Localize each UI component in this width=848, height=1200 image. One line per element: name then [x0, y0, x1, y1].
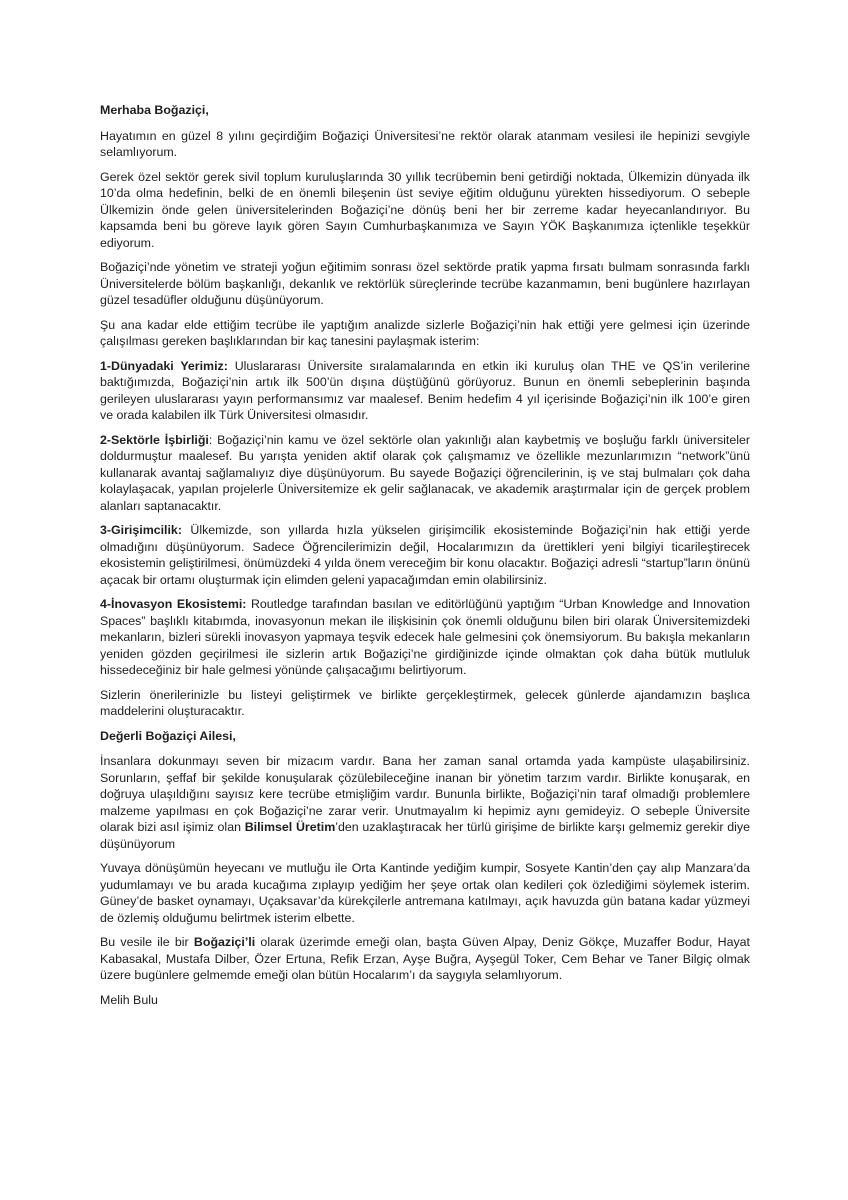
letter-paragraph: [100, 860, 750, 926]
bold-text-segment: Boğaziçi’li: [193, 935, 256, 949]
text-segment: Uluslararası Üniversite sıralamalarında en etkin iki kuruluş olan THE ve QS’in verilerine baktığımızda, Boğaziçi’nin artık ilk 500’ün dışına düştüğünü görüyoruz. Bunun en önemli sebeplerinin başında gerileyen uluslararası yayın performansımız var maalesef. Benim hedefim 4 yıl içerisinde Boğaziçi’nin ilk 100’e giren ve orada kalabilen ilk Türk Üniversitesi olmasıdır.: [100, 358, 750, 422]
bold-text-segment: 2-Sektörle İşbirliği: [100, 432, 209, 447]
letter-paragraph: [100, 358, 750, 424]
letter-paragraph: [100, 522, 750, 588]
letter-paragraph: [100, 128, 750, 161]
bold-text-segment: Değerli Boğaziçi Ailesi,: [100, 728, 236, 743]
text-segment: Sizlerin önerilerinizle bu listeyi geliştirmek ve birlikte gerçekleştirmek, gelecek günlerde ajandamızın başlıca maddelerini oluşturacaktır.: [100, 687, 750, 718]
letter-paragraph: [100, 317, 750, 350]
letter-paragraph: [100, 259, 750, 309]
letter-paragraph: [100, 687, 750, 720]
signature-name: [100, 992, 750, 1009]
section-heading: [100, 102, 750, 119]
bold-text-segment: Merhaba Boğaziçi,: [100, 103, 209, 117]
letter-paragraph: [100, 169, 750, 252]
bold-text-segment: 3-Girişimcilik:: [100, 523, 182, 537]
section-heading: [100, 728, 750, 745]
text-segment: Melih Bulu: [100, 992, 158, 1007]
letter-paragraph: [100, 432, 750, 515]
letter-paragraph: [100, 753, 750, 852]
text-segment: Gerek özel sektör gerek sivil toplum kuruluşlarında 30 yıllık tecrübemin beni getirdiği noktada, Ülkemizin dünyada ilk 10’da olma hedefinin, belki de en önemli bileşenin üst seviye eğitim olduğunu yürekten hissediyorum. O sebeple Ülkemizin önde gelen üniversitelerinden Boğaziçi’ne dönüş beni her bir zerreme kadar heyecanlandırıyor. Bu kapsamda beni bu göreve layık gören Sayın Cumhurbaşkanımıza ve Sayın YÖK Başkanımıza içtenlikle teşekkür ediyorum.: [100, 169, 750, 250]
text-segment: : Boğaziçi’nin kamu ve özel sektörle olan yakınlığı alan kaybetmiş ve boşluğu farklı üniversiteler doldurmuştur maalesef. Bu yarışta yeniden aktif olarak çok çalışmamız ve özellikle mezunlarımızın “network”ünü kullanarak avantaj sağlamalıyız diye düşünüyorum. Bu sayede Boğaziçi öğrencilerinin, iş ve staj bulmaları çok daha kolaylaşacak, yapılan projelerle Üniversitemize ek gelir sağlanacak, ve akademik araştırmalar için de gerçek problem alanları saptanacaktır.: [100, 432, 751, 513]
text-segment: Bu vesile ile bir: [100, 935, 194, 949]
letter-paragraph: [100, 934, 750, 984]
text-segment: Routledge tarafından basılan ve editörlüğünü yaptığım “Urban Knowledge and Innovation Spaces” başlıklı kitabımda, inovasyonun mekan ile ilişkisinin çok önemli olduğunu bilen biri olarak Üniversitemizdeki mekanların, bizleri sürekli inovasyon yapmaya teşvik edecek hale gelmesini çok önemsiyorum. Bu bakışla mekanların yeniden gözden geçirilmesi ile sizlerin artık Boğaziçi’ne girdiğinizde içinde olmaktan çok daha bütük mutluluk hissedeceğiniz bir hale gelmesi yönünde çalışacağımı belirtiyorum.: [100, 597, 750, 677]
text-segment: olarak üzerimde emeği olan, başta Güven Alpay, Deniz Gökçe, Muzaffer Bodur, Hayat Kabasakal, Mustafa Dilber, Özer Ertuna, Refik Erzan, Ayşe Buğra, Ayşegül Toker, Cem Behar ve Taner Bilgiç olmak üzere bugünlere gelmemde emeği olan bütün Hocalarım’ı da saygıyla selamlıyorum.: [100, 935, 750, 982]
text-segment: Ülkemizde, son yıllarda hızla yükselen girişimcilik ekosisteminde Boğaziçi’nin hak ettiği yerde olmadığını düşünüyorum. Sadece Öğrencilerimizin değil, Hocalarımızın da ürettikleri yeni bilgiyi ticarileştirecek ekosistemin geliştirilmesi, önümüzdeki 4 yılda önem vereceğim bir konu olacaktır. Boğaziçi adresli “startup”ların önünü açacak bir ortamı oluşturmak için elimden geleni yapacağımdan emin olabilirsiniz.: [100, 523, 750, 587]
bold-text-segment: 4-İnovasyon Ekosistemi:: [100, 597, 247, 611]
bold-text-segment: Bilimsel Üretim: [244, 820, 336, 834]
text-segment: İnsanlara dokunmayı seven bir mizacım vardır. Bana her zaman sanal ortamda yada kampüste ulaşabilirsiniz. Sorunların, şeffaf bir şekilde konuşularak çözülebileceğine inanan bir yönetim tarzım vardır. Birlikte konuşarak, en doğruya ulaşıldığını sayısız kere tecrübe etmişliğim vardır. Bununla birlikte, Boğaziçi’nin taraf olmadığı problemlere malzeme yapılması en çok Boğaziçi’ne zarar verir. Unutmayalım ki hepimiz aynı gemideyiz. O sebeple Üniversite olarak bizi asıl işimiz olan: [100, 754, 750, 834]
text-segment: Şu ana kadar elde ettiğim tecrübe ile yaptığım analizde sizlerle Boğaziçi’nin hak ettiği yere gelmesi için üzerinde çalışılması gereken başlıklarından bir kaç tanesini paylaşmak isterim:: [100, 317, 750, 348]
letter-paragraph: [100, 596, 750, 679]
text-segment: Yuvaya dönüşümün heyecanı ve mutluğu ile Orta Kantinde yediğim kumpir, Sosyete Kantin’den çay alıp Manzara’da yudumlamayı ve bu arada kucağıma zıplayıp yediğim her şeye ortak olan kedileri çok özlediğimi söylemek isterim. Güney’de basket oynamayı, Uçaksavar’da kürekçilerle antremana katılmayı, açık havuzda gün batana kadar yüzmeyi de özlemiş olduğumu belirtmek isterim elbette.: [100, 861, 750, 925]
text-segment: ’den uzaklaştıracak her türlü girişime de birlikte karşı gelmemiz gerekir diye düşünüyorum: [100, 820, 750, 851]
text-segment: Boğaziçi’nde yönetim ve strateji yoğun eğitimim sonrası özel sektörde pratik yapma fırsatı bulmam sonrasında farklı Üniversitelerde bölüm başkanlığı, dekanlık ve rektörlük süreçlerinde tecrübe kazanmamın, beni bugünlere hazırlayan güzel tesadüfler olduğunu düşünüyorum.: [100, 260, 750, 307]
text-segment: Hayatımın en güzel 8 yılını geçirdiğim Boğaziçi Üniversitesi’ne rektör olarak atanmam vesilesi ile hepinizi sevgiyle selamlıyorum.: [100, 128, 750, 159]
letter-body: [100, 102, 750, 1016]
bold-text-segment: 1-Dünyadaki Yerimiz:: [100, 358, 228, 373]
